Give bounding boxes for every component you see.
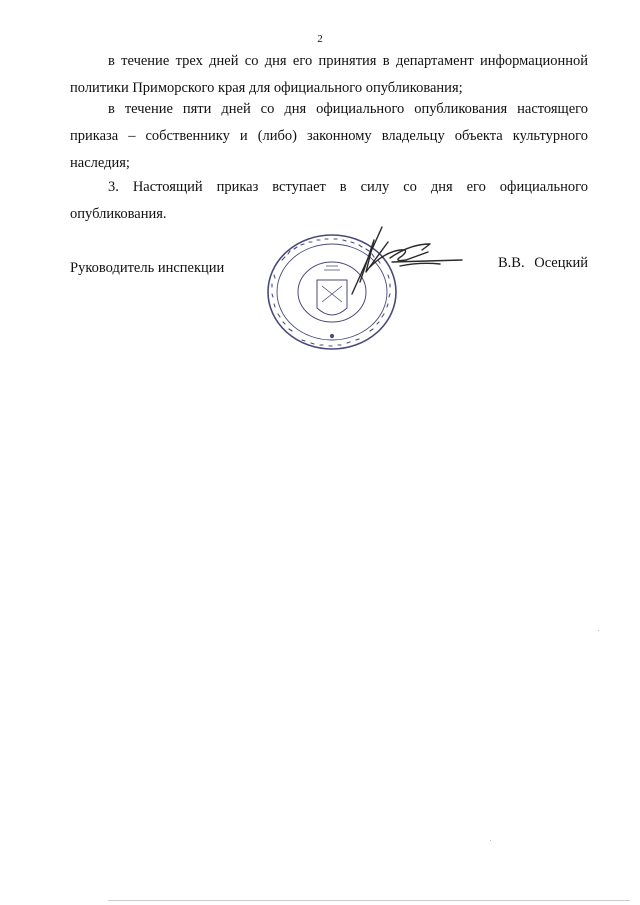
handwritten-signature-icon — [330, 222, 465, 297]
signature-title: Руководитель инспекции — [70, 260, 225, 276]
signature-name: В.В. Осецкий — [498, 255, 589, 271]
paragraph-3-text: 3. Настоящий приказ вступает в силу со дня его официального опубликования. — [70, 179, 588, 222]
scan-speck — [598, 630, 599, 631]
paragraph-2 — [70, 96, 588, 177]
page-number: 2 — [317, 33, 323, 45]
scan-speck — [490, 840, 491, 841]
paragraph-2-text: в течение пяти дней со дня официального опубликования настоящего приказа – собственнику и (либо) законному владельцу объекта культурного наследия; — [70, 101, 588, 171]
scan-edge-line — [108, 900, 630, 901]
paragraph-1-text: в течение трех дней со дня его принятия в департамент информационной политики Приморского края для официального опубликования; — [70, 53, 588, 96]
paragraph-1 — [70, 48, 588, 102]
paragraph-3 — [70, 174, 588, 228]
